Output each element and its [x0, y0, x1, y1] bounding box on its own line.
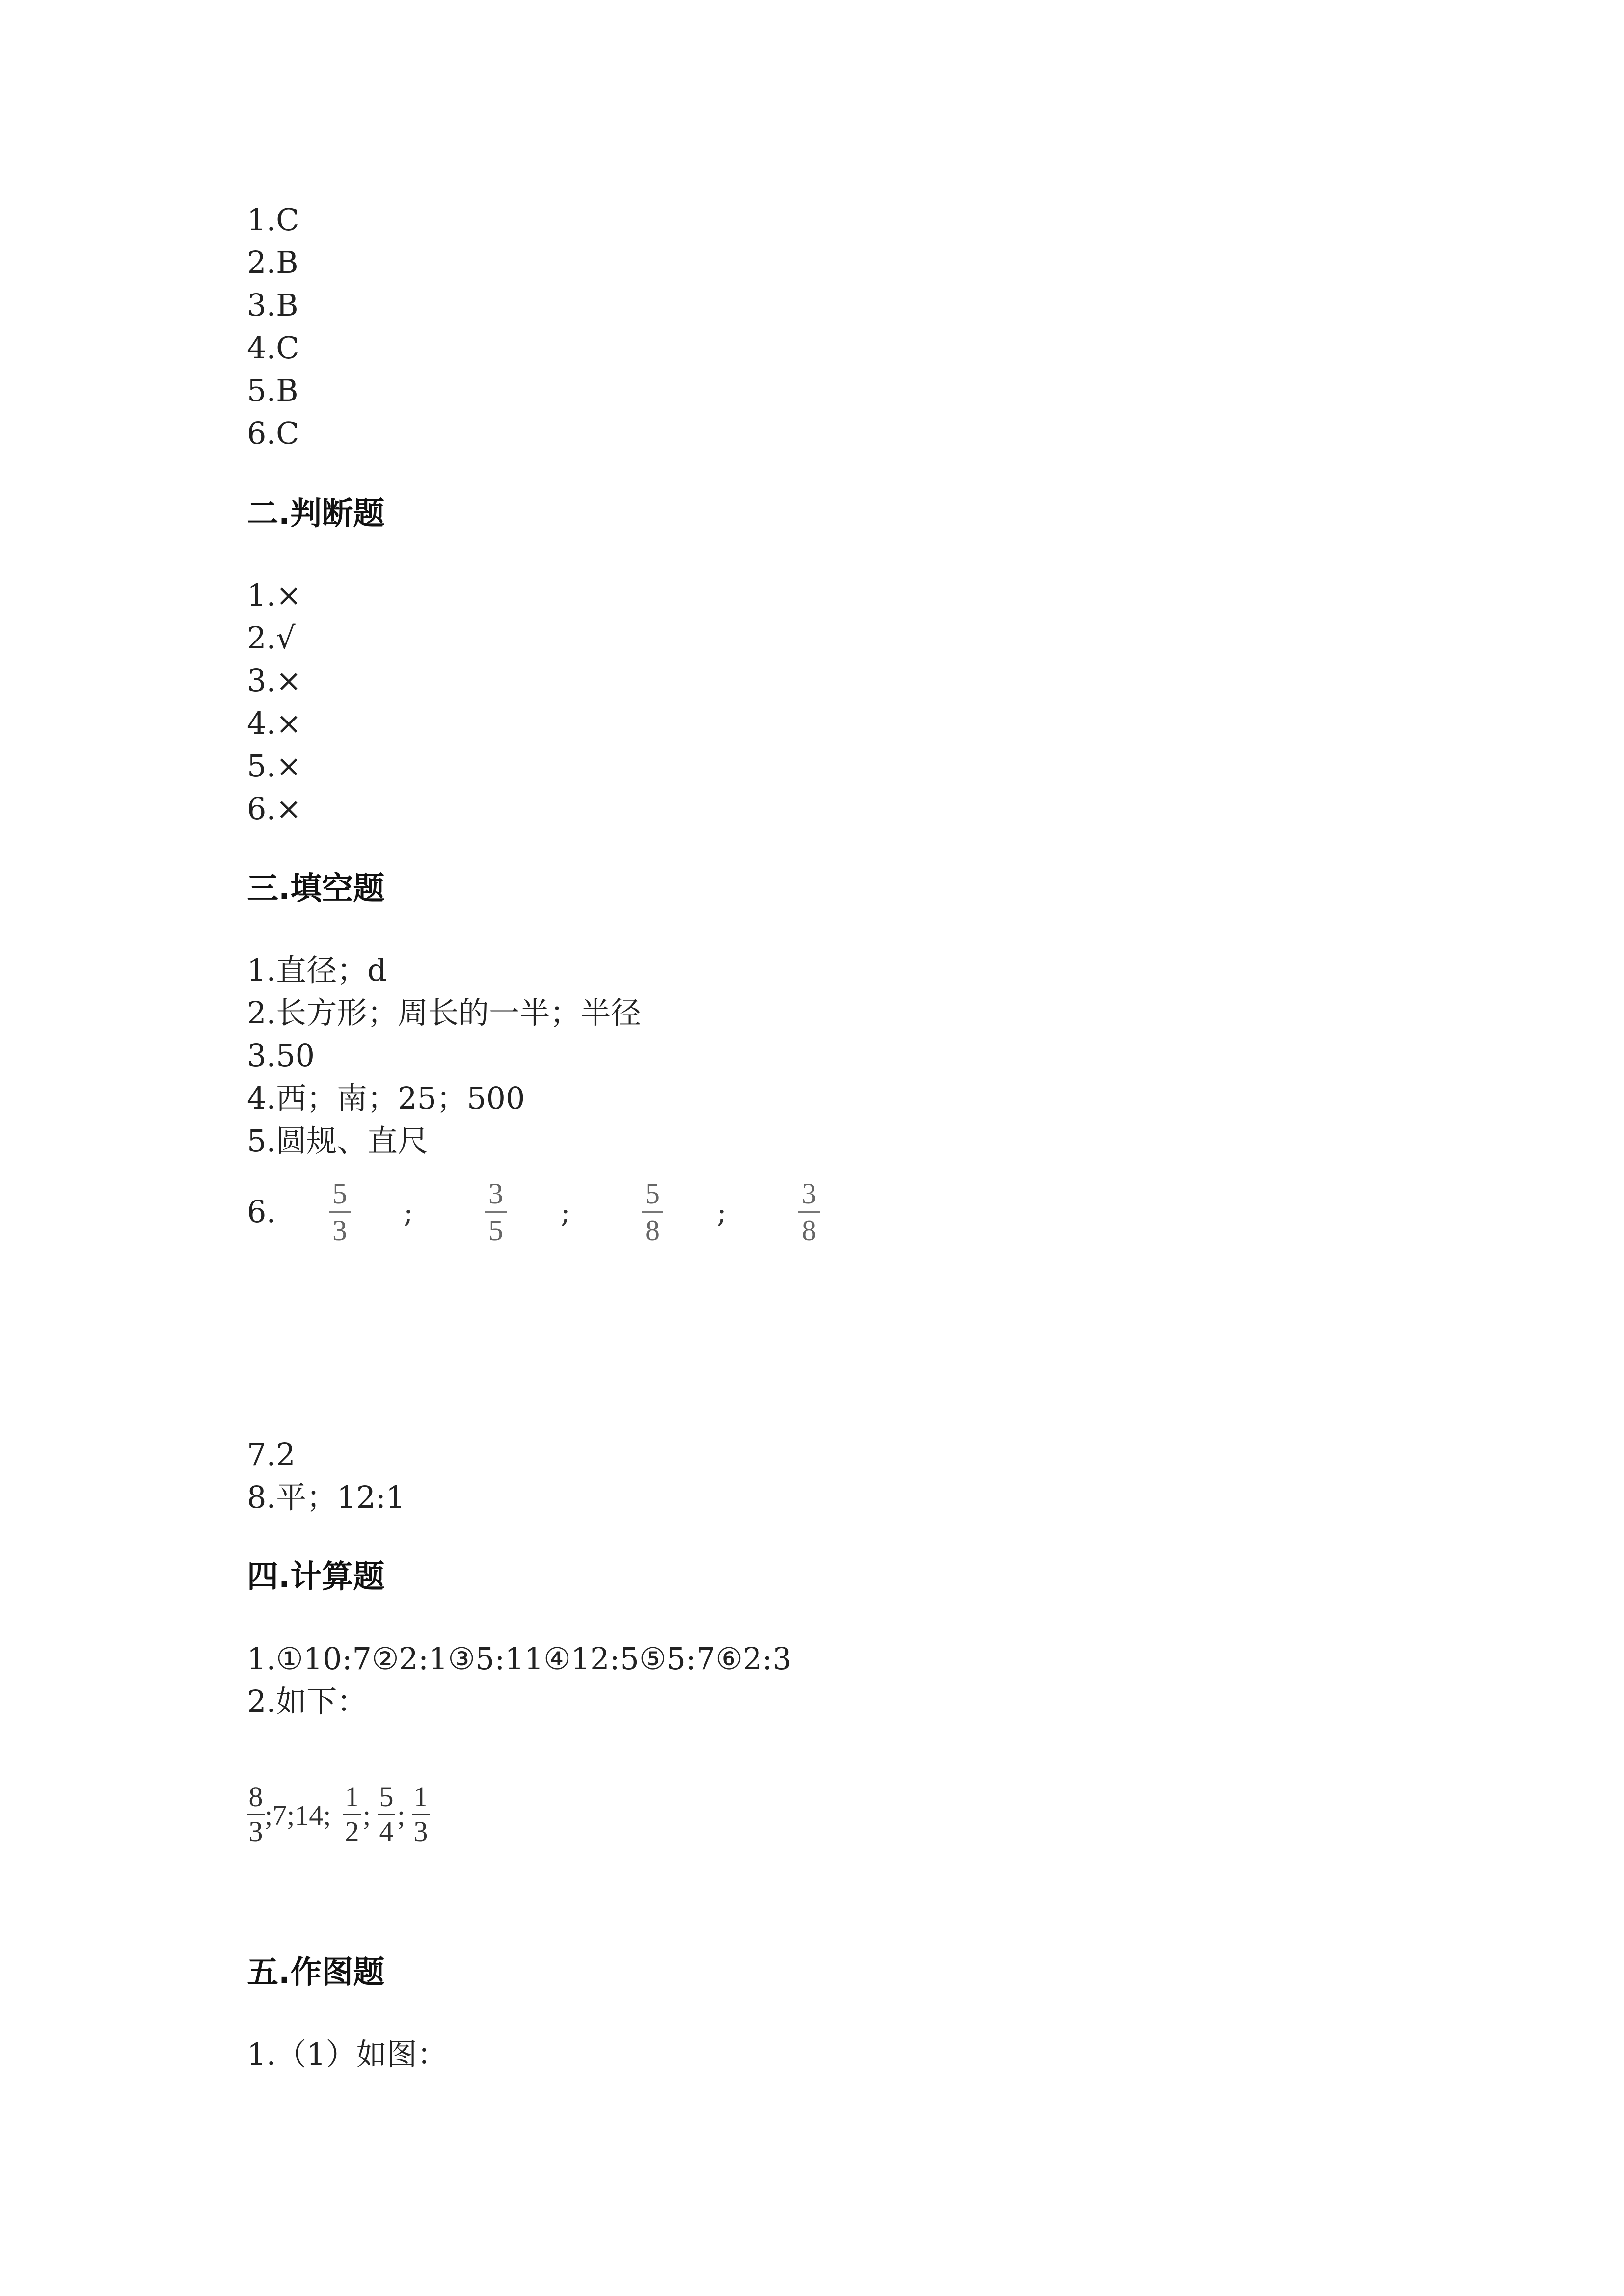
choice-answer-4: 4.C	[247, 330, 299, 366]
expr-fraction-8-3	[247, 1782, 265, 1847]
expr-fraction-1-2	[343, 1782, 361, 1847]
fill-answer-2: 2.长方形；周长的一半；半径	[247, 995, 642, 1031]
separator-semicolon: ;	[717, 1196, 727, 1229]
separator-semicolon: ;	[561, 1196, 570, 1229]
fraction-numerator: 3	[488, 1177, 503, 1210]
fill-answer-1: 1.直径；d	[247, 952, 387, 988]
choice-answer-6: 6.C	[247, 415, 299, 451]
fraction-bar	[329, 1211, 351, 1213]
expr-fraction-5-4	[378, 1782, 395, 1847]
fill-answer-3: 3.50	[247, 1038, 315, 1073]
fraction-numerator: 5	[379, 1781, 394, 1813]
fraction-bar	[343, 1814, 361, 1815]
judge-answer-6: 6.×	[247, 791, 302, 827]
choice-answer-2: 2.B	[247, 244, 298, 280]
fill-answer-8: 8.平；12:1	[247, 1479, 406, 1515]
fraction-3-8	[798, 1178, 820, 1246]
fraction-denominator: 2	[345, 1815, 359, 1847]
fraction-bar	[642, 1211, 663, 1213]
fraction-denominator: 3	[332, 1214, 347, 1247]
draw-heading: 五.作图题	[247, 1954, 385, 1991]
expr-middle-text: ;7;14;	[265, 1799, 331, 1831]
judge-answer-2: 2.√	[247, 620, 296, 656]
fraction-numerator: 8	[248, 1781, 263, 1813]
separator-semicolon: ;	[404, 1196, 413, 1229]
judge-answer-5: 5.×	[247, 748, 302, 784]
calc-heading: 四.计算题	[247, 1559, 385, 1595]
fraction-denominator: 4	[379, 1815, 394, 1847]
fraction-denominator: 5	[488, 1214, 503, 1247]
fraction-5-8	[642, 1178, 663, 1246]
fill-heading: 三.填空题	[247, 871, 385, 907]
judge-answer-3: 3.×	[247, 663, 302, 698]
fraction-numerator: 3	[802, 1177, 816, 1210]
fill-answer-4: 4.西；南；25；500	[247, 1080, 525, 1116]
fraction-bar	[485, 1211, 507, 1213]
choice-answer-5: 5.B	[247, 373, 298, 408]
calc-answer-1: 1.①10:7②2:1③5:11④12:5⑤5:7⑥2:3	[247, 1641, 792, 1677]
fraction-5-3	[329, 1178, 351, 1246]
fraction-numerator: 1	[413, 1781, 428, 1813]
fraction-numerator: 5	[645, 1177, 660, 1210]
fraction-3-5	[485, 1178, 507, 1246]
expr-fraction-1-3	[412, 1782, 430, 1847]
fraction-bar	[412, 1814, 430, 1815]
draw-answer-1: 1.（1）如图：	[247, 2036, 448, 2072]
fraction-bar	[247, 1814, 265, 1815]
choice-answer-1: 1.C	[247, 202, 299, 238]
judge-heading: 二.判断题	[247, 496, 385, 532]
fill-answer-7: 7.2	[247, 1437, 296, 1472]
fill-answer-5: 5.圆规、直尺	[247, 1123, 429, 1159]
judge-answer-1: 1.×	[247, 577, 302, 613]
choice-answer-3: 3.B	[247, 287, 298, 323]
fraction-denominator: 8	[645, 1214, 660, 1247]
fraction-bar	[378, 1814, 395, 1815]
fraction-denominator: 8	[802, 1214, 816, 1247]
fraction-denominator: 3	[248, 1815, 263, 1847]
judge-answer-4: 4.×	[247, 705, 302, 741]
expr-separator: ;	[363, 1799, 371, 1831]
calc-answer-2: 2.如下：	[247, 1683, 368, 1719]
fraction-numerator: 1	[345, 1781, 359, 1813]
expr-separator: ;	[397, 1799, 406, 1831]
fraction-denominator: 3	[413, 1815, 428, 1847]
fraction-numerator: 5	[332, 1177, 347, 1210]
fill-answer-6-label: 6.	[247, 1194, 276, 1229]
fraction-bar	[798, 1211, 820, 1213]
